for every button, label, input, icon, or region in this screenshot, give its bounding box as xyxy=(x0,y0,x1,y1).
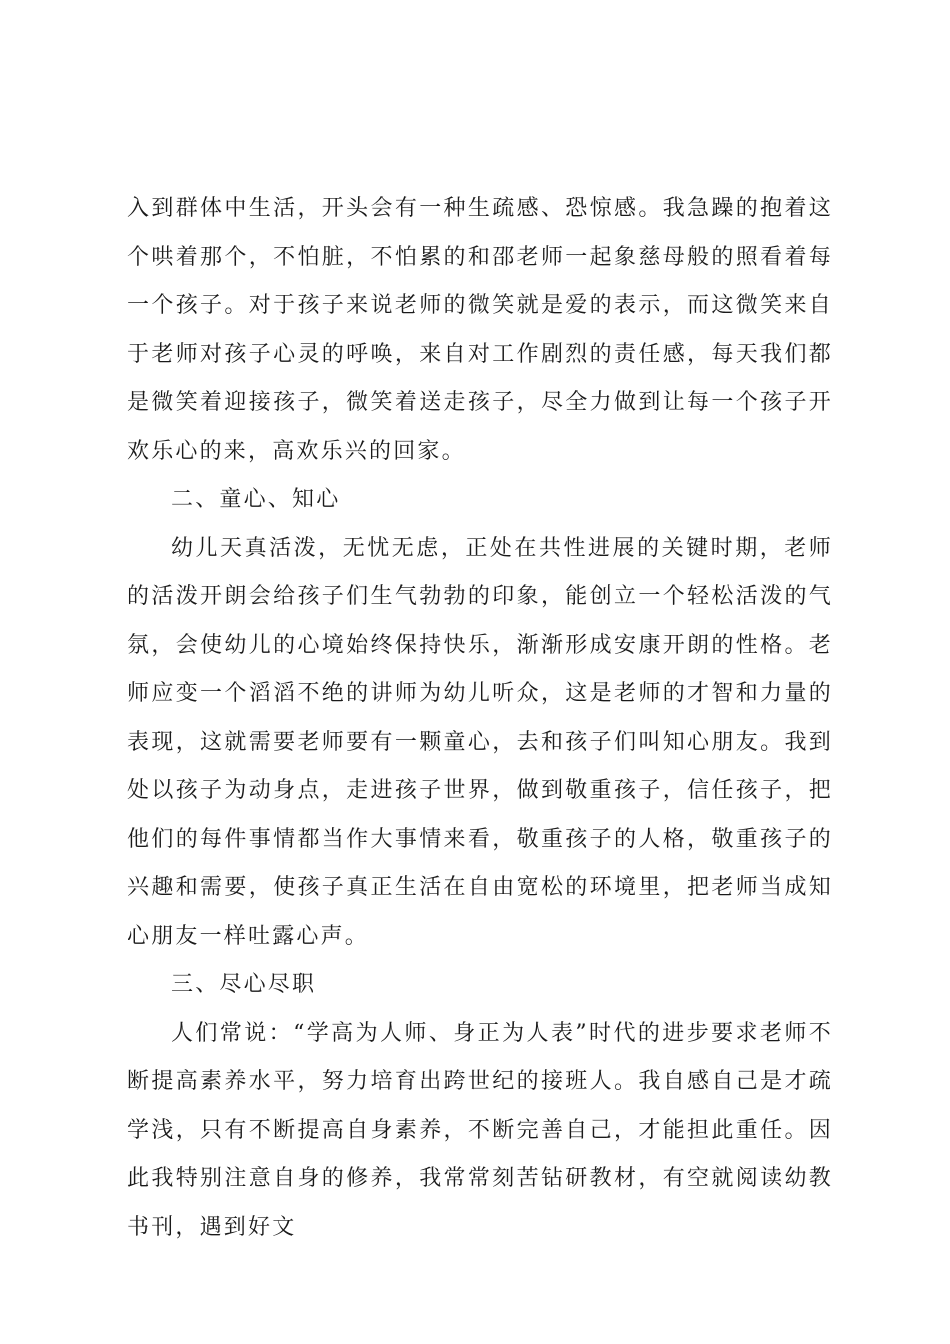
section-heading-3: 三、尽心尽职 xyxy=(171,972,317,997)
paragraph-continuation: 入到群体中生活，开头会有一种生疏感、恐惊感。我急躁的抱着这个哄着那个，不怕脏，不怕累的和邵老师一起象慈母般的照看着每一个孩子。对于孩子来说老师的微笑就是爱的表示，而这微笑来自于老师对孩子心灵的呼唤，来自对工作剧烈的责任感，每天我们都是微笑着迎接孩子，微笑着送走孩子，尽全力做到让每一个孩子开欢乐心的来，高欢乐兴的回家。 xyxy=(127,196,833,464)
document-body xyxy=(127,185,833,1252)
paragraph-section-3: 人们常说：“学高为人师、身正为人表”时代的进步要求老师不断提高素养水平，努力培育出跨世纪的接班人。我自感自己是才疏学浅，只有不断提高自身素养，不断完善自己，才能担此重任。因此我特别注意自身的修养，我常常刻苦钻研教材，有空就阅读幼教书刊，遇到好文 xyxy=(127,1020,833,1240)
section-heading-2: 二、童心、知心 xyxy=(171,487,341,512)
paragraph-section-2: 幼儿天真活泼，无忧无虑，正处在共性进展的关键时期，老师的活泼开朗会给孩子们生气勃勃的印象，能创立一个轻松活泼的气氛，会使幼儿的心境始终保持快乐，渐渐形成安康开朗的性格。老师应变一个滔滔不绝的讲师为幼儿听众，这是老师的才智和力量的表现，这就需要老师要有一颗童心，去和孩子们叫知心朋友。我到处以孩子为动身点，走进孩子世界，做到敬重孩子，信任孩子，把他们的每件事情都当作大事情来看，敬重孩子的人格，敬重孩子的兴趣和需要，使孩子真正生活在自由宽松的环境里，把老师当成知心朋友一样吐露心声。 xyxy=(127,535,833,949)
